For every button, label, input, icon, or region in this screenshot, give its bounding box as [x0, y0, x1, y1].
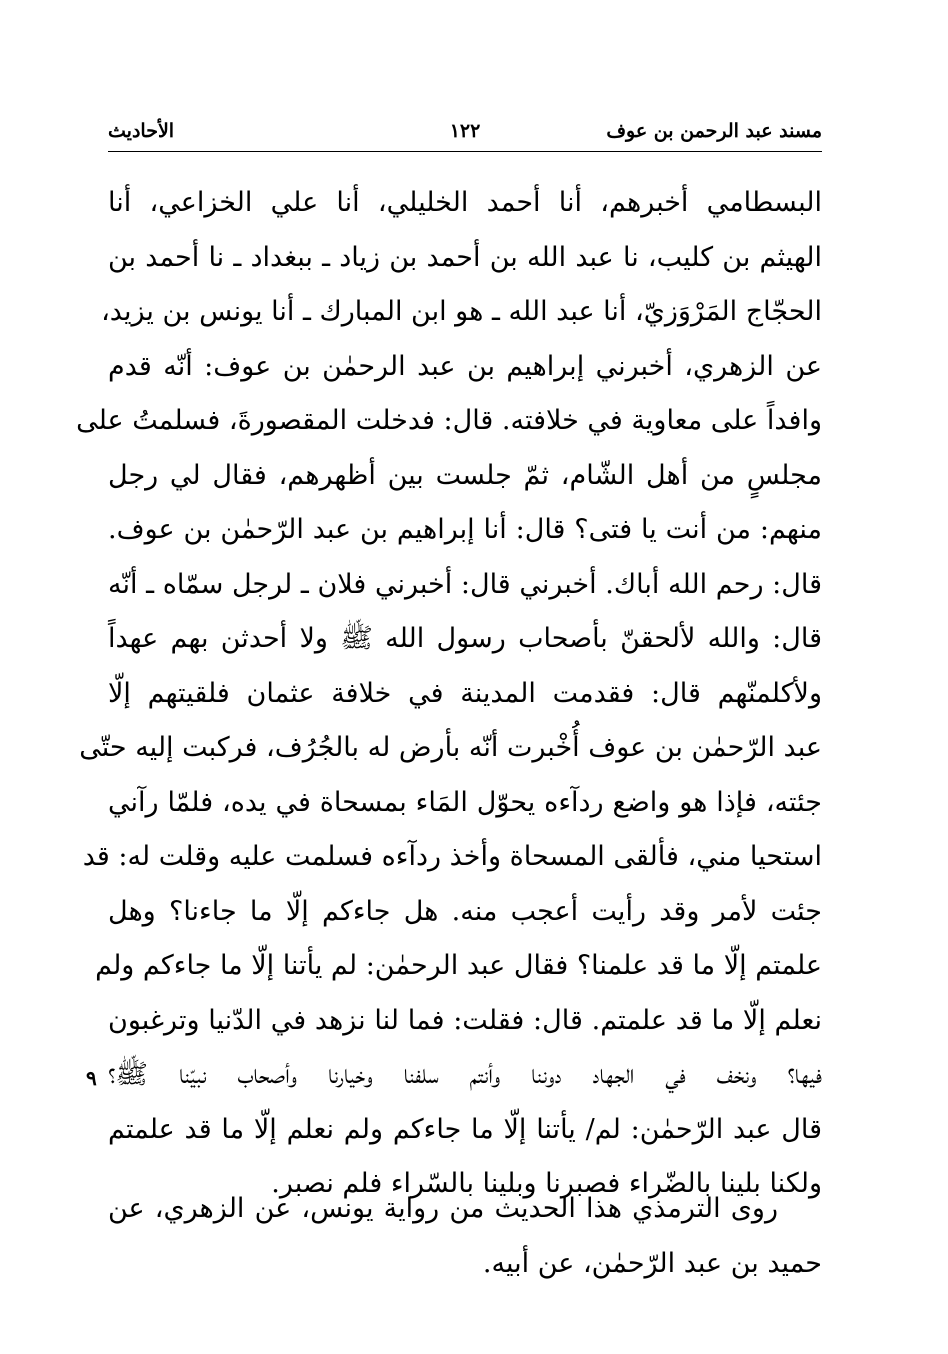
text-line: استحيا مني، فألقى المسحاة وأخذ ردآءه فسلمت عليه وقلت له: قد	[82, 841, 822, 872]
text-line: عبد الرّحمٰن بن عوف أُخْبرت أنّه بأرض له بالجُرُف، فركبت إليه حتّى	[79, 732, 822, 763]
book-title: مسند عبد الرحمن بن عوف	[606, 120, 822, 142]
text-line: جئت لأمر وقد رأيت أعجب منه. هل جاءكم إلّا ما جاءنا؟ وهل	[108, 895, 822, 927]
text-line: منهم: من أنت يا فتى؟ قال: أنا إبراهيم بن عبد الرّحمٰن بن عوف.	[108, 514, 822, 545]
takhrij-paragraph	[108, 1182, 822, 1291]
running-header	[108, 116, 822, 150]
hadith-paragraph	[76, 176, 822, 1212]
text-line: ولأكلمنّهم قال: فقدمت المدينة في خلافة عثمان فلقيتهم إلّا	[108, 677, 822, 709]
text-line: حميد بن عبد الرّحمٰن، عن أبيه.	[482, 1247, 822, 1279]
text-line: نعلم إلّا ما قد علمتم. قال: فقلت: فما لنا نزهد في الدّنيا وترغبون	[108, 1004, 822, 1036]
text-line: قال: رحم الله أباك. أخبرني قال: أخبرني فلان ـ لرجل سمّاه ـ أنّه	[108, 568, 822, 600]
text-line: قال عبد الرّحمٰن: لم/ يأتنا إلّا ما جاءكم ولم نعلم إلّا ما قد علمتم	[108, 1113, 822, 1145]
text-line: ولكنا بلينا بالضّراء فصبرنا وبلينا بالسّراء فلم نصبر.	[271, 1168, 822, 1199]
page-number: ١٢٢	[449, 120, 481, 142]
section-title: الأحاديث	[108, 120, 175, 142]
margin-folio-note: ٩	[86, 1066, 97, 1090]
text-line: عن الزهري، أخبرني إبراهيم بن عبد الرحمٰن بن عوف: أنّه قدم	[108, 350, 822, 382]
text-line: الهيثم بن كليب، نا عبد الله بن أحمد بن زياد ـ ببغداد ـ نا أحمد بن	[108, 241, 822, 273]
text-line: جئته، فإذا هو واضع ردآءه يحوّل المَاء بمسحاة في يده، فلمّا رآني	[108, 786, 822, 818]
text-line: وافداً على معاوية في خلافته. قال: فدخلت المقصورةَ، فسلمتُ على	[76, 405, 822, 436]
header-divider	[108, 151, 822, 152]
text-line: فيها؟ ونخف في الجهاد دوننا وأنتم سلفنا وخيارنا وأصحاب نبيّنا ﷺ؟	[108, 1059, 822, 1090]
text-line: البسطامي أخبرهم، أنا أحمد الخليلي، أنا علي الخزاعي، أنا	[108, 187, 822, 218]
text-line: علمتم إلّا ما قد علمنا؟ فقال عبد الرحمٰن: لم يأتنا إلّا ما جاءكم ولم	[95, 950, 822, 981]
text-line: الحجّاج المَرْوَزيّ، أنا عبد الله ـ هو ابن المبارك ـ أنا يونس بن يزيد،	[101, 296, 822, 327]
text-line: روى الترمذي هذا الحديث من رواية يونس، عن الزهري، عن	[108, 1193, 778, 1224]
text-line: قال: والله لألحقنّ بأصحاب رسول الله ﷺ ولا أحدثن بهم عهداً	[108, 623, 822, 654]
text-line: مجلسٍ من أهل الشّام، ثمّ جلست بين أظهرهم، فقال لي رجل	[108, 459, 822, 491]
